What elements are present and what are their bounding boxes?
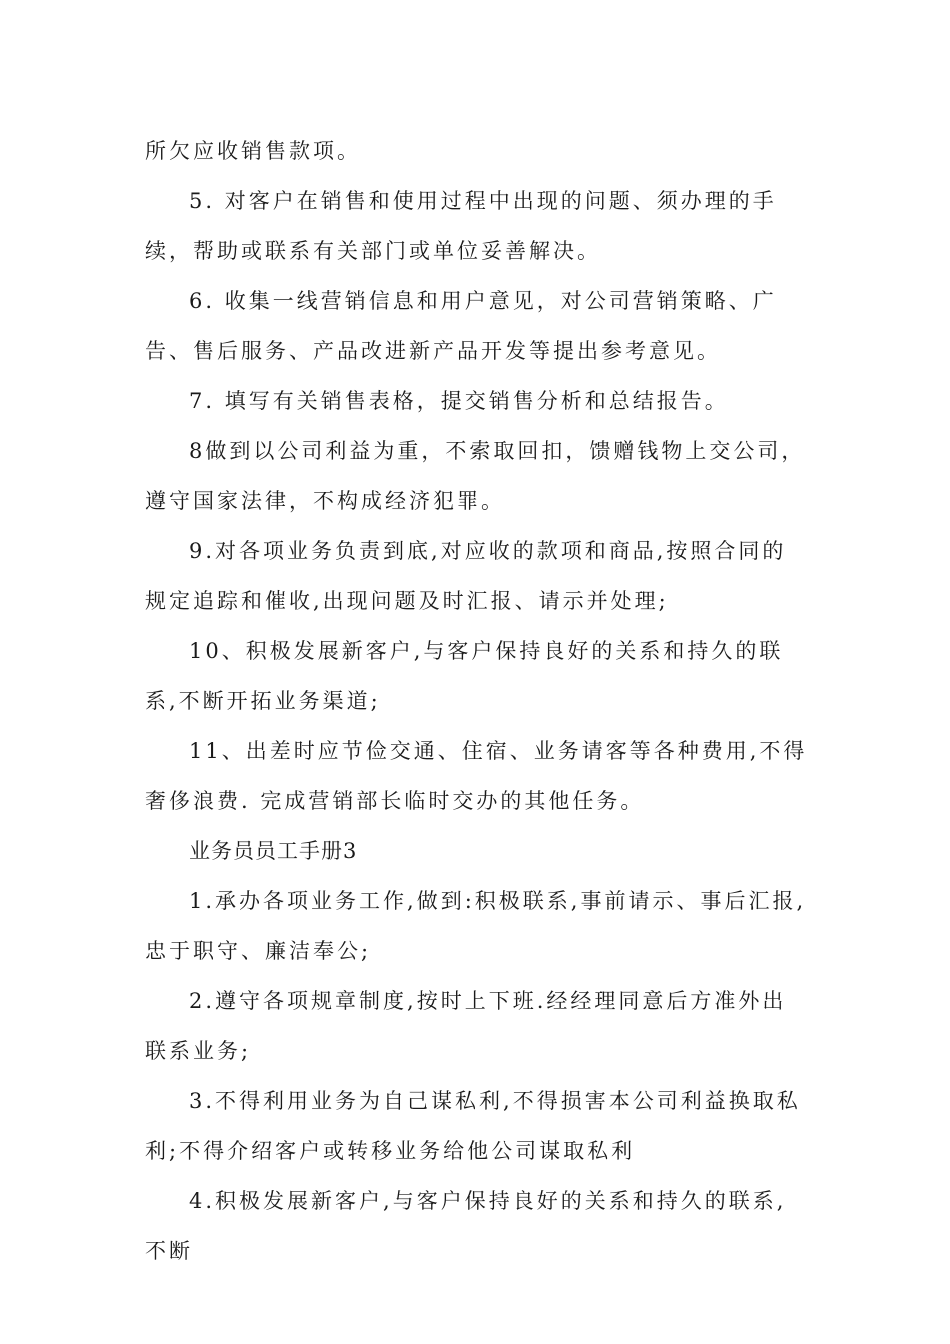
- paragraph-section3-item-4: 4.积极发展新客户,与客户保持良好的关系和持久的联系,不断: [145, 1189, 787, 1263]
- paragraph-continuation: 所欠应收销售款项。: [145, 139, 361, 163]
- document-body: [145, 126, 810, 1276]
- paragraph-section3-item-3: 3.不得利用业务为自己谋私利,不得损害本公司利益换取私利;不得介绍客户或转移业务给他公司谋取私利: [145, 1089, 801, 1163]
- paragraph-section3-item-1: 1.承办各项业务工作,做到:积极联系,事前请示、事后汇报,忠于职守、廉洁奉公;: [145, 889, 807, 963]
- paragraph-item-8: 8做到以公司利益为重，不索取回扣，馈赠钱物上交公司，遵守国家法律，不构成经济犯罪。: [145, 439, 806, 513]
- paragraph-section3-item-2: 2.遵守各项规章制度,按时上下班.经经理同意后方准外出联系业务;: [145, 989, 787, 1063]
- paragraph-item-10: 10、积极发展新客户,与客户保持良好的关系和持久的联系,不断开拓业务渠道;: [145, 639, 784, 713]
- section-heading: 业务员员工手册3: [189, 839, 358, 863]
- paragraph-item-9: 9.对各项业务负责到底,对应收的款项和商品,按照合同的规定追踪和催收,出现问题及时汇报、请示并处理;: [145, 539, 787, 613]
- paragraph-item-5: 5. 对客户在销售和使用过程中出现的问题、须办理的手续，帮助或联系有关部门或单位妥善解决。: [145, 189, 777, 263]
- paragraph-item-11: 11、出差时应节俭交通、住宿、业务请客等各种费用,不得奢侈浪费. 完成营销部长临时交办的其他任务。: [145, 739, 808, 813]
- paragraph-item-6: 6. 收集一线营销信息和用户意见，对公司营销策略、广告、售后服务、产品改进新产品开发等提出参考意见。: [145, 289, 777, 363]
- paragraph-item-7: 7. 填写有关销售表格，提交销售分析和总结报告。: [189, 389, 729, 413]
